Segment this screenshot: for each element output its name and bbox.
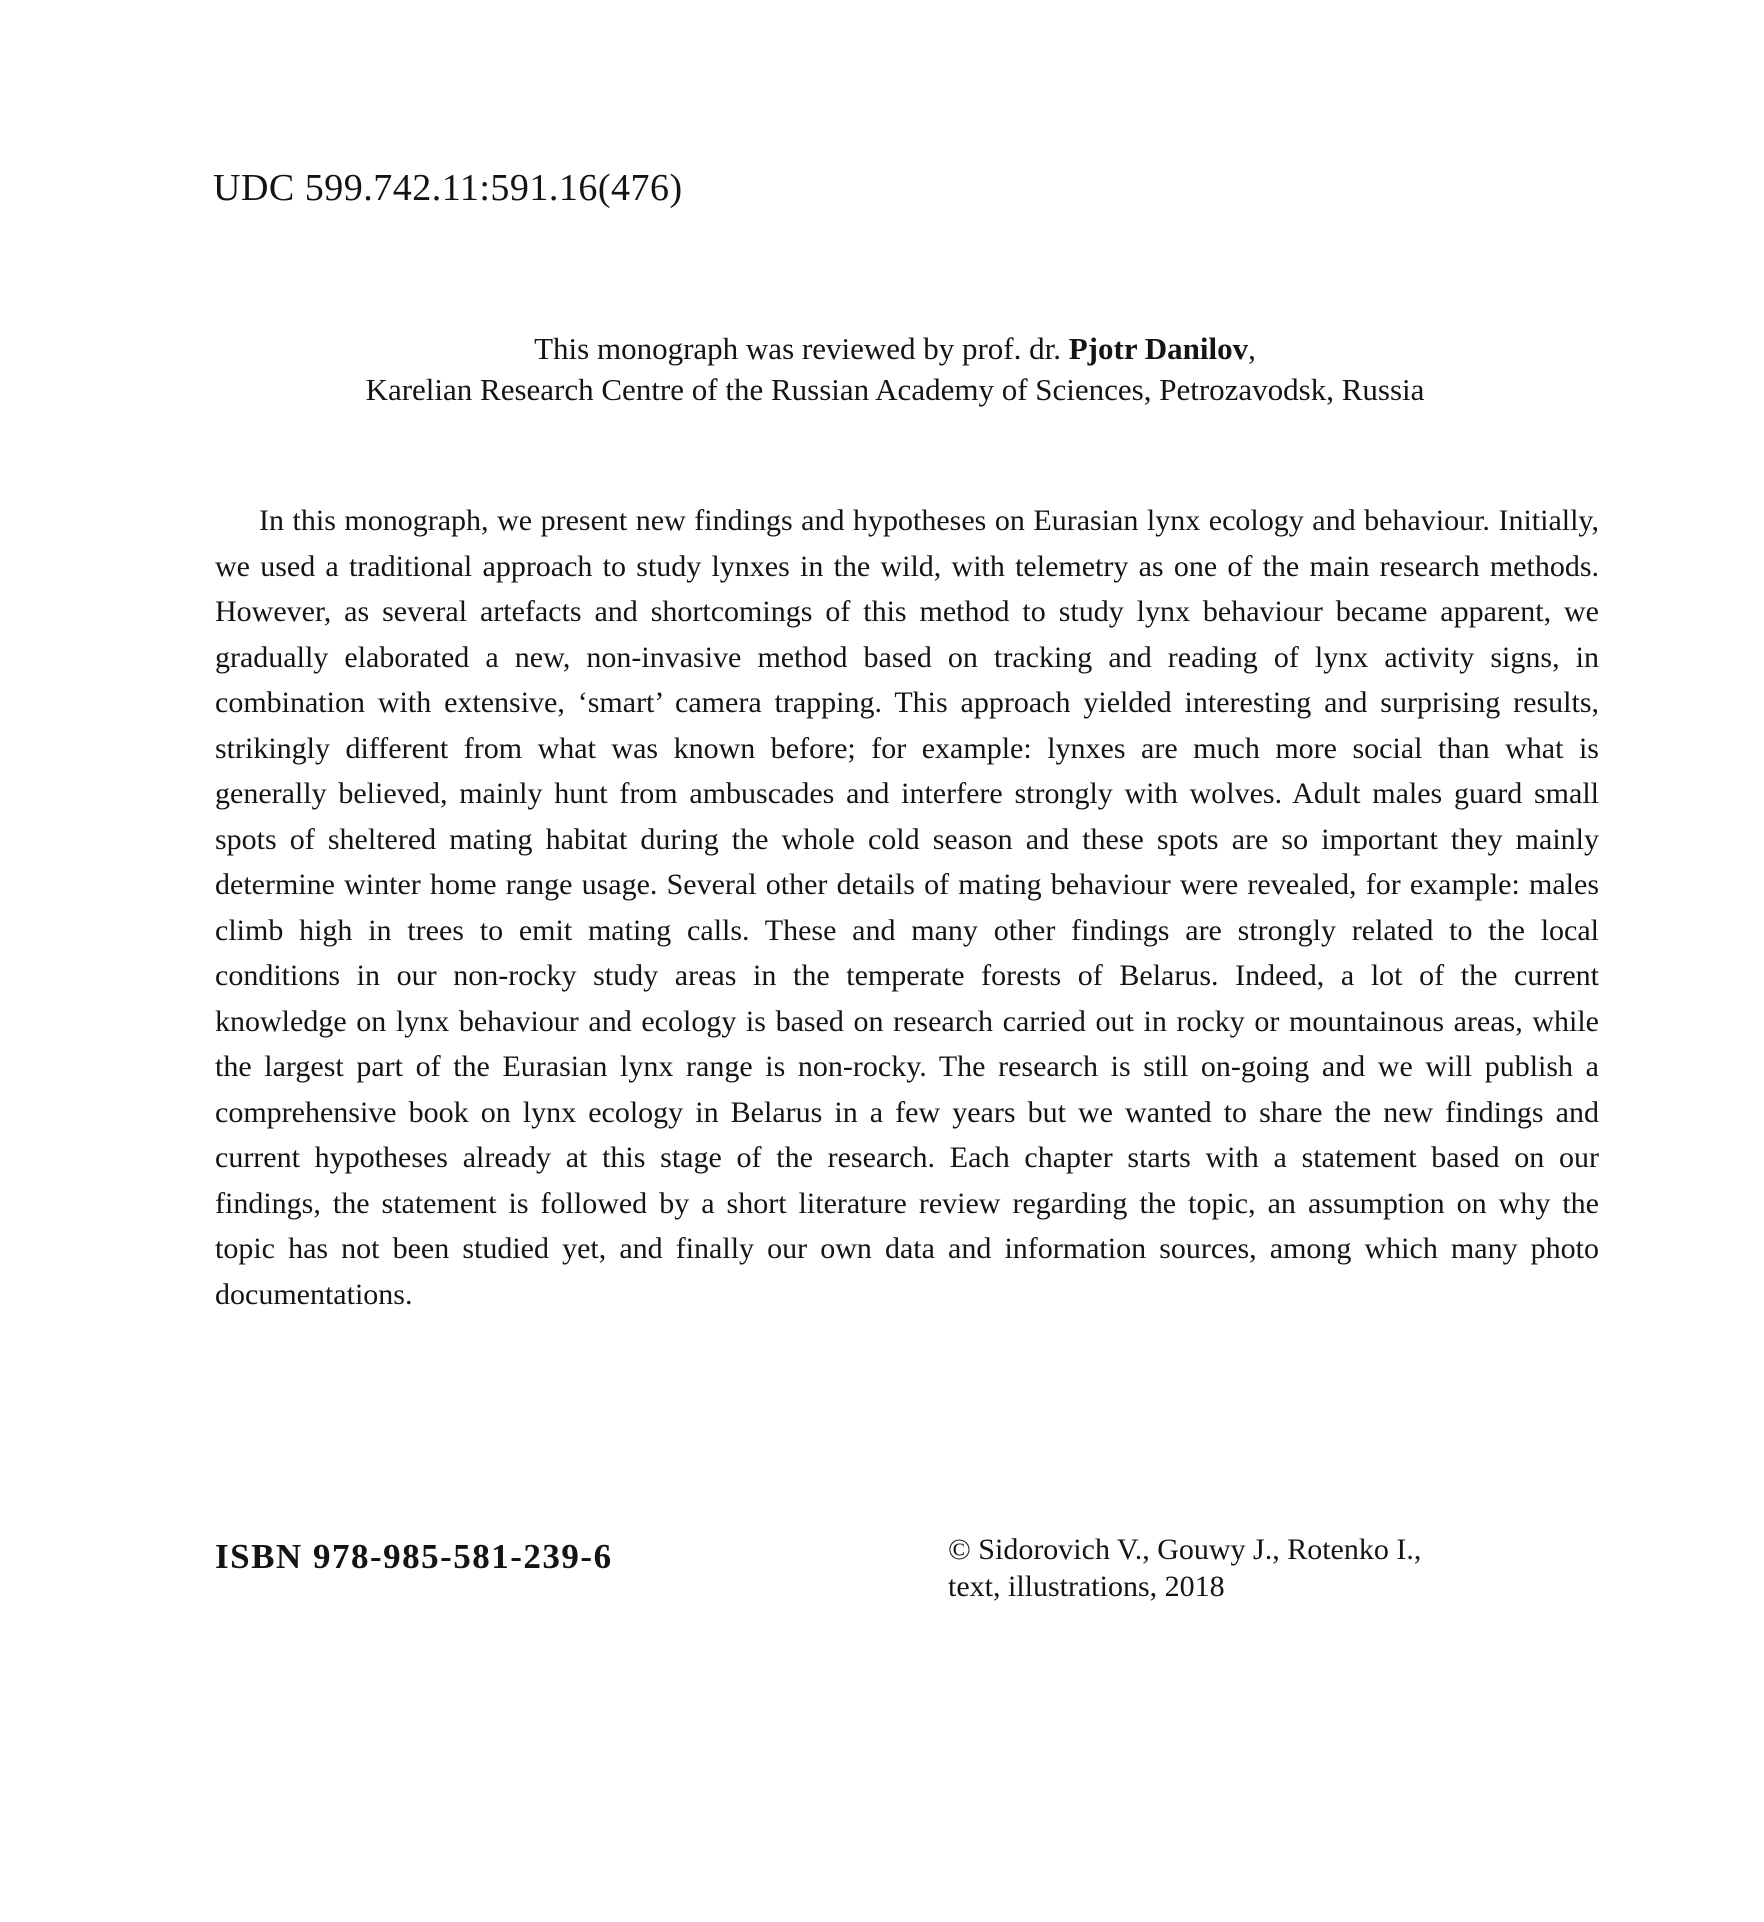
abstract-paragraph: In this monograph, we present new findings and hypotheses on Eurasian lynx ecology and behaviour. Initially, we used a traditional approach to study lynxes in the wild, with telemetry as one of the main research methods. However, as several artefacts and shortcomings of this method to study lynx behaviour became apparent, we gradually elaborated a new, non-invasive method based on tracking and reading of lynx activity signs, in combination with extensive, ‘smart’ camera trapping. This approach yielded interesting and surprising results, strikingly different from what was known before; for example: lynxes are much more social than what is generally believed, mainly hunt from ambuscades and interfere strongly with wolves. Adult males guard small spots of sheltered mating habitat during the whole cold season and these spots are so important they mainly determine winter home range usage. Several other details of mating behaviour were revealed, for example: males climb high in trees to emit mating calls. These and many other findings are strongly related to the local conditions in our non-rocky study areas in the temperate forests of Belarus. Indeed, a lot of the current knowledge on lynx behaviour and ecology is based on research carried out in rocky or mountainous areas, while the largest part of the Eurasian lynx range is non-rocky. The research is still on-going and we will publish a comprehensive book on lynx ecology in Belarus in a few years but we wanted to share the new findings and current hypotheses already at this stage of the research. Each chapter starts with a statement based on our findings, the statement is followed by a short literature review regarding the topic, an assumption on why the topic has not been studied yet, and finally our own data and information sources, among which many photo documentations. bbox=[215, 504, 1599, 1311]
udc-number: UDC 599.742.11:591.16(476) bbox=[213, 167, 683, 209]
reviewer-name: Pjotr Danilov bbox=[1068, 331, 1249, 366]
review-line-1 bbox=[190, 328, 1600, 369]
isbn-number: ISBN 978-985-581-239-6 bbox=[215, 1537, 613, 1576]
review-line-1-text: This monograph was reviewed by prof. dr. bbox=[534, 331, 1069, 366]
review-note bbox=[190, 328, 1600, 410]
review-line-1-comma: , bbox=[1248, 331, 1256, 366]
copyright-line-1: © Sidorovich V., Gouwy J., Rotenko I., bbox=[948, 1533, 1422, 1566]
copyright-line-2: text, illustrations, 2018 bbox=[948, 1570, 1225, 1603]
copyright-notice bbox=[948, 1531, 1421, 1605]
review-line-2: Karelian Research Centre of the Russian Academy of Sciences, Petrozavodsk, Russia bbox=[365, 372, 1425, 407]
